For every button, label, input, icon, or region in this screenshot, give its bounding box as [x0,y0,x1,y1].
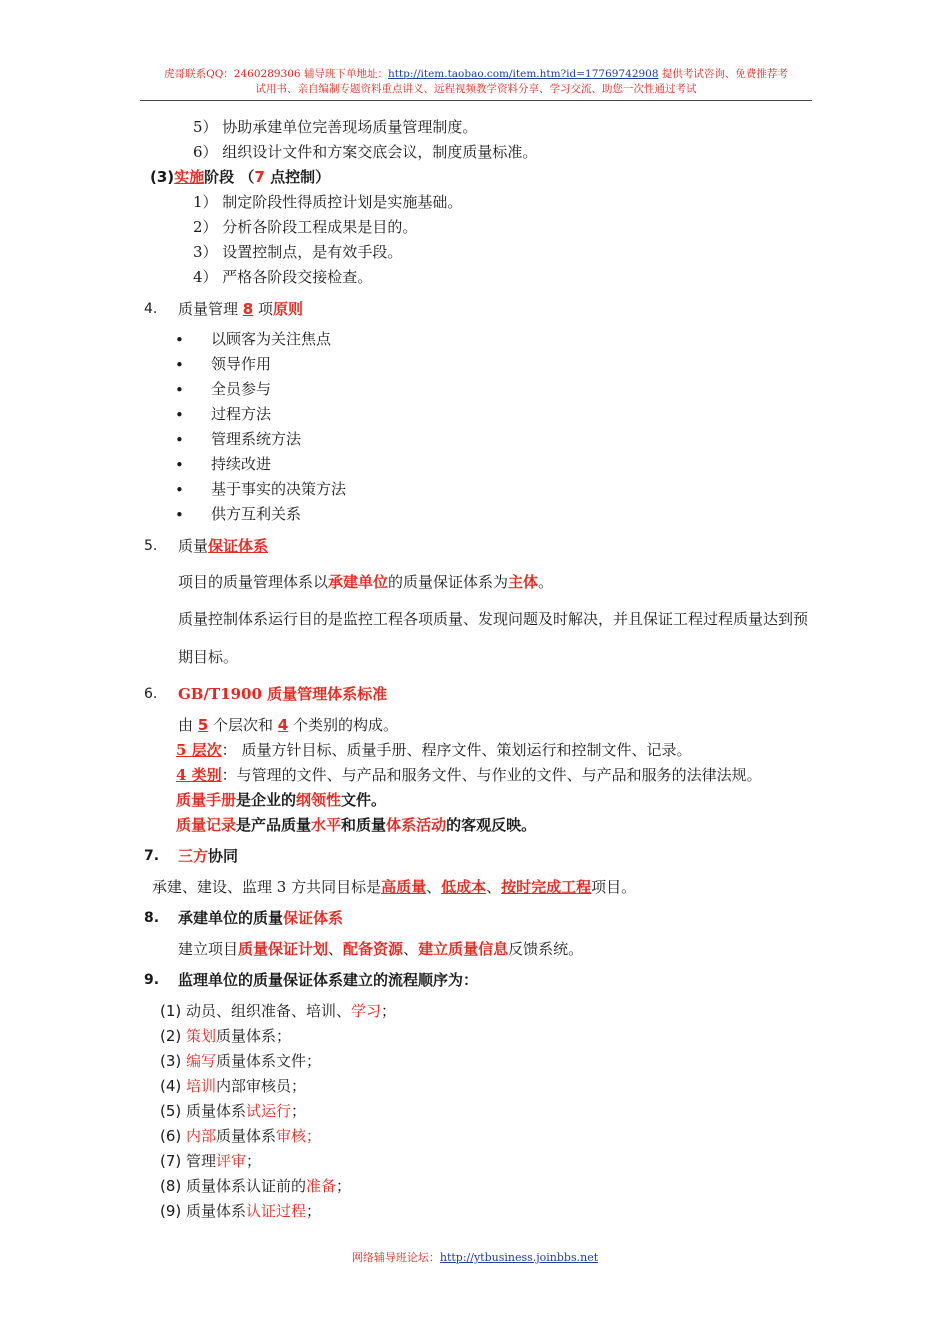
sec7-title: 三方协同 [178,847,239,865]
bullet-dot: • [175,406,184,424]
sec4-number: 4. [144,301,158,317]
s3-title: (3)实施阶段 （7 点控制） [150,168,331,186]
sec4-principle: 过程方法 [211,405,272,423]
bullet-dot: • [175,381,184,399]
sec4-principle: 领导作用 [211,355,272,373]
sec8-line: 建立项目质量保证计划、配备资源、建立质量信息反馈系统。 [178,940,584,958]
sec5-number: 5. [144,538,158,554]
bullet-dot: • [175,481,184,499]
bullet-dot: • [175,331,184,349]
sec6-title: GB/T1900 质量管理体系标准 [178,685,388,703]
sec5-para-2: 质量控制体系运行目的是监控工程各项质量、发现问题及时解决，并且保证工程过程质量达到预期目标。 [178,610,809,666]
sec6-line-1: 由 5 个层次和 4 个类别的构成。 [178,716,398,734]
header-promo: 提供考试咨询、免费推荐考 [658,68,788,80]
sec9-step: (1) 动员、组织准备、培训、学习； [160,1002,397,1020]
sec4-principle: 基于事实的决策方法 [211,480,347,498]
sec6-line-5: 质量记录是产品质量水平和质量体系活动的客观反映。 [176,816,537,834]
sec7-number: 7. [144,848,160,864]
footer-forum-link[interactable]: http://ytbusiness.joinbbs.net [439,1251,599,1264]
s3-item: 3） 设置控制点，是有效手段。 [193,243,403,261]
sec6-number: 6. [144,686,158,702]
sec9-number: 9. [144,972,160,988]
header-line-2: 试用书、亲自编制专题资料重点讲义、远程视频教学资料分享、学习交流、助您一次性通过考试 [255,83,697,95]
sec9-step: (7) 管理评审； [160,1152,262,1170]
sec8-title: 承建单位的质量保证体系 [178,909,344,927]
bullet-dot: • [175,506,184,524]
sec9-title: 监理单位的质量保证体系建立的流程顺序为： [178,971,479,989]
sec6-line-4: 质量手册是企业的纲领性文件。 [176,791,387,809]
sec9-step: (9) 质量体系认证过程； [160,1202,322,1220]
sec9-step: (5) 质量体系试运行； [160,1102,307,1120]
sec4-principle: 全员参与 [211,380,272,398]
sec5-title: 质量保证体系 [178,537,269,555]
sec6-line-2: 5 层次： 质量方针目标、质量手册、程序文件、策划运行和控制文件、记录。 [176,741,692,759]
header-contact: 虎哥联系QQ：2460289306 辅导班下单地址： [164,68,388,80]
bullet-dot: • [175,456,184,474]
sec9-step: (6) 内部质量体系审核； [160,1127,322,1145]
header-line-1 [140,67,812,81]
sec4-title: 质量管理 8 项原则 [178,300,304,318]
header-rule [140,100,812,101]
sec9-step: (3) 编写质量体系文件； [160,1052,322,1070]
sec4-principle: 持续改进 [211,455,272,473]
s3-item: 4） 严格各阶段交接检查。 [193,268,373,286]
sec5-para-1: 项目的质量管理体系以承建单位的质量保证体系为主体。 [178,573,554,591]
header-shop-link[interactable]: http://item.taobao.com/item.htm?id=17769742908 [387,68,659,80]
sec4-principle: 管理系统方法 [211,430,302,448]
bullet-dot: • [175,356,184,374]
sec4-principle: 供方互利关系 [211,505,302,523]
footer [0,1249,950,1265]
sec4-principle: 以顾客为关注焦点 [211,330,332,348]
sec9-step: (4) 培训内部审核员； [160,1077,307,1095]
s2-item-6: 6） 组织设计文件和方案交底会议，制度质量标准。 [193,143,538,161]
s2-item-5: 5） 协助承建单位完善现场质量管理制度。 [193,118,478,136]
sec8-number: 8. [144,910,160,926]
sec6-line-3: 4 类别：与管理的文件、与产品和服务文件、与作业的文件、与产品和服务的法律法规。 [176,766,762,784]
s3-item: 1） 制定阶段性得质控计划是实施基础。 [193,193,463,211]
sec7-line: 承建、建设、监理 3 方共同目标是高质量、低成本、按时完成工程项目。 [152,878,637,896]
sec9-step: (2) 策划质量体系； [160,1027,292,1045]
s3-item: 2） 分析各阶段工程成果是目的。 [193,218,418,236]
bullet-dot: • [175,431,184,449]
footer-label: 网络辅导班论坛： [351,1251,440,1264]
sec9-step: (8) 质量体系认证前的准备； [160,1177,352,1195]
